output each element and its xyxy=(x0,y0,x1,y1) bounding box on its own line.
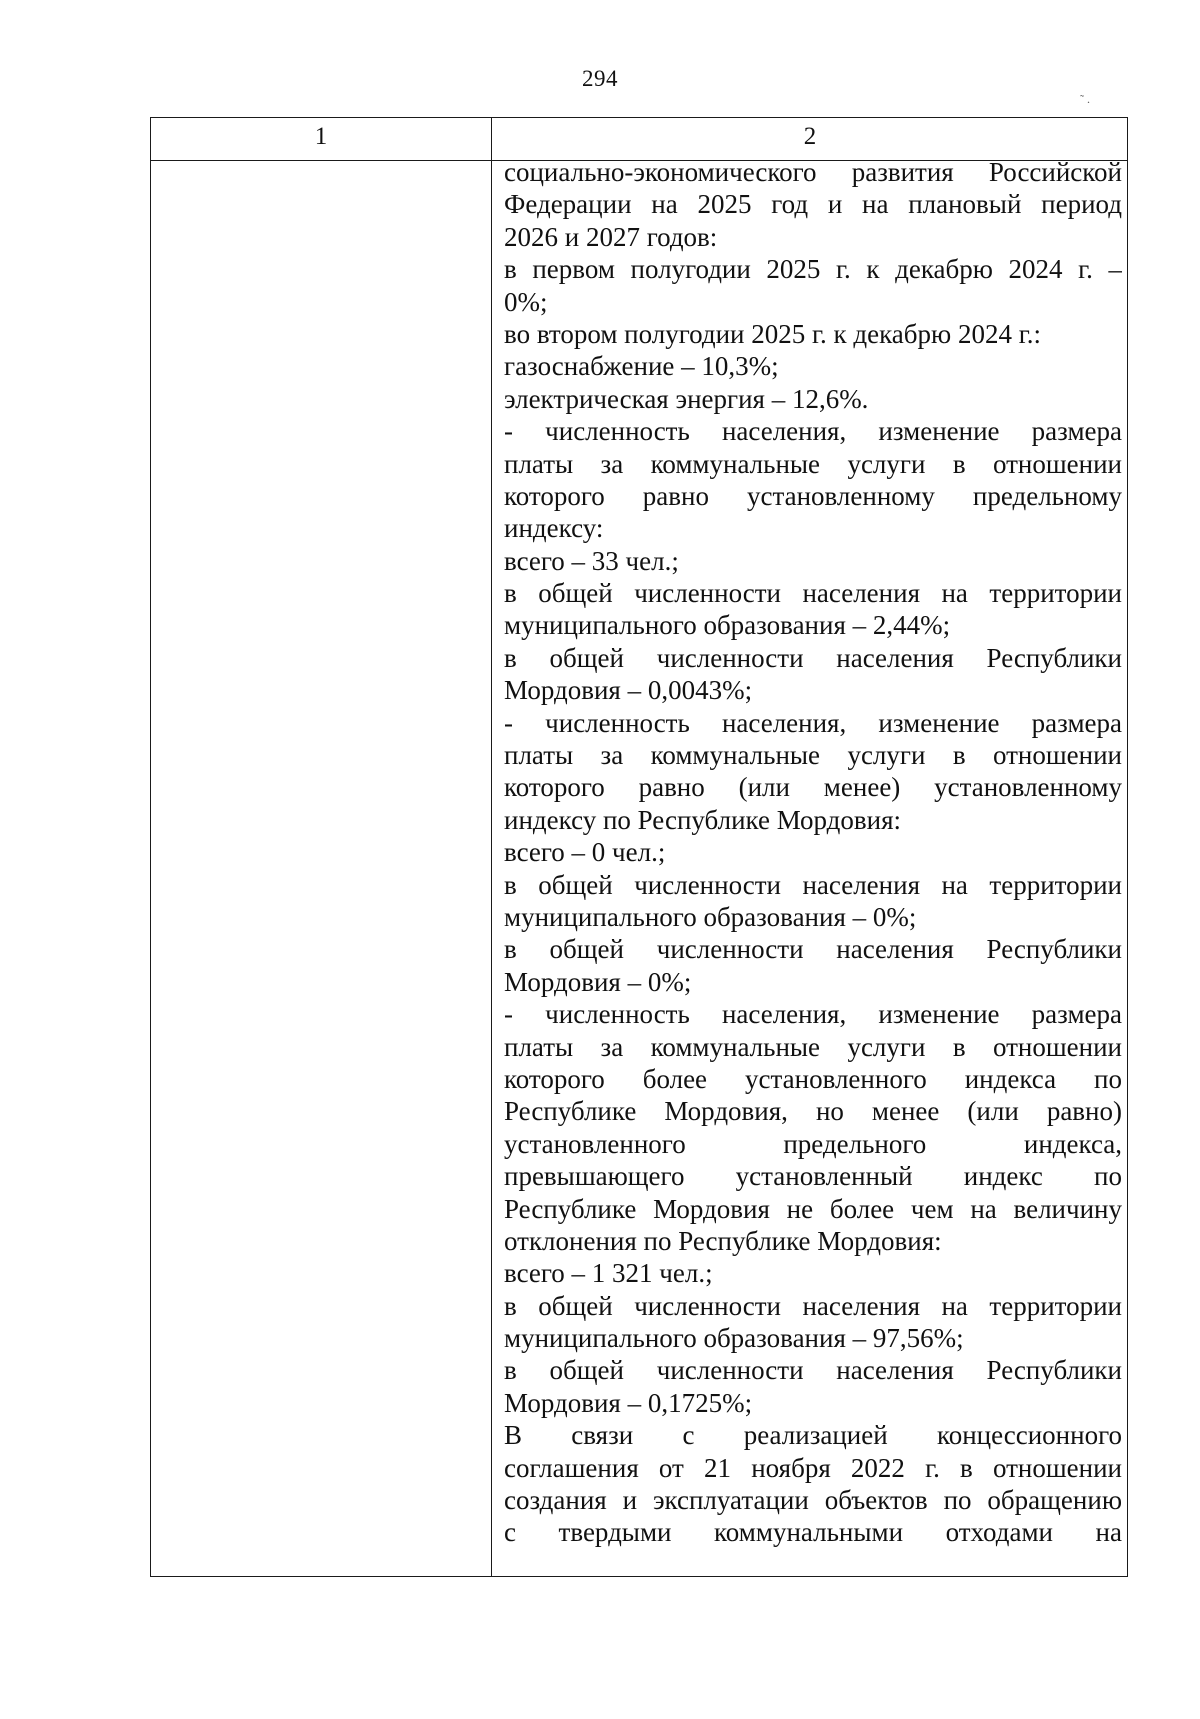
text-line: всего – 0 чел.; xyxy=(504,837,666,868)
text-line: Мордовия – 0%; xyxy=(504,966,692,997)
text-line: социально-экономического развития Российской xyxy=(504,157,1122,187)
column-2-cell xyxy=(504,156,1122,1549)
column-header-2: 2 xyxy=(803,123,817,150)
scan-artifact-mark: ˜ . xyxy=(1080,92,1090,106)
text-line: В связи с реализацией концессионного xyxy=(504,1420,1122,1451)
text-line: всего – 33 чел.; xyxy=(504,545,679,576)
column-1-cell xyxy=(151,161,491,1575)
text-line: индексу: xyxy=(504,513,604,544)
text-line: 0%; xyxy=(504,286,548,317)
text-line: Федерации на 2025 год и на плановый период xyxy=(504,189,1122,220)
text-line: превышающего установленный индекс по xyxy=(504,1161,1122,1192)
column-divider xyxy=(491,118,492,1576)
text-line: отклонения по Республике Мордовия: xyxy=(504,1225,942,1256)
text-line: муниципального образования – 97,56%; xyxy=(504,1323,964,1354)
text-line: всего – 1 321 чел.; xyxy=(504,1258,713,1289)
text-line: Республике Мордовия не более чем на величину xyxy=(504,1193,1122,1224)
text-line: установленного предельного индекса, xyxy=(504,1128,1122,1159)
text-line: в общей численности населения на территории xyxy=(504,869,1122,900)
text-line: которого равно (или менее) установленному xyxy=(504,772,1122,803)
text-line: Республике Мордовия, но менее (или равно) xyxy=(504,1096,1122,1127)
text-line: соглашения от 21 ноября 2022 г. в отношении xyxy=(504,1452,1122,1483)
text-line: с твердыми коммунальными отходами на xyxy=(504,1517,1122,1548)
text-line: - численность населения, изменение размера xyxy=(504,416,1122,447)
text-line: - численность населения, изменение размера xyxy=(504,999,1122,1030)
text-line: платы за коммунальные услуги в отношении xyxy=(504,448,1122,479)
text-line: муниципального образования – 0%; xyxy=(504,901,917,932)
page-number: 294 xyxy=(582,66,618,91)
text-line: газоснабжение – 10,3%; xyxy=(504,351,779,382)
text-line: которого равно установленному предельному xyxy=(504,480,1122,511)
text-line: 2026 и 2027 годов: xyxy=(504,221,718,252)
text-line: платы за коммунальные услуги в отношении xyxy=(504,740,1122,771)
text-line: которого более установленного индекса по xyxy=(504,1063,1122,1094)
text-line: во втором полугодии 2025 г. к декабрю 2024 г.: xyxy=(504,318,1041,349)
text-line: Мордовия – 0,1725%; xyxy=(504,1387,753,1418)
text-line: электрическая энергия – 12,6%. xyxy=(504,383,869,414)
text-line: в первом полугодии 2025 г. к декабрю 2024 г. – xyxy=(504,254,1122,285)
text-line: в общей численности населения на территории xyxy=(504,578,1122,609)
text-line: в общей численности населения Республики xyxy=(504,934,1122,965)
document-table xyxy=(150,117,1128,1577)
text-line: в общей численности населения Республики xyxy=(504,642,1122,673)
text-line: - численность населения, изменение размера xyxy=(504,707,1122,738)
text-line: платы за коммунальные услуги в отношении xyxy=(504,1031,1122,1062)
text-line: создания и эксплуатации объектов по обращению xyxy=(504,1485,1122,1516)
text-line: в общей численности населения Республики xyxy=(504,1355,1122,1386)
text-line: в общей численности населения на территории xyxy=(504,1290,1122,1321)
text-line: индексу по Республике Мордовия: xyxy=(504,804,902,835)
text-line: муниципального образования – 2,44%; xyxy=(504,610,951,641)
table-header-row xyxy=(151,118,1127,161)
text-line: Мордовия – 0,0043%; xyxy=(504,675,753,706)
column-header-1: 1 xyxy=(314,123,328,150)
